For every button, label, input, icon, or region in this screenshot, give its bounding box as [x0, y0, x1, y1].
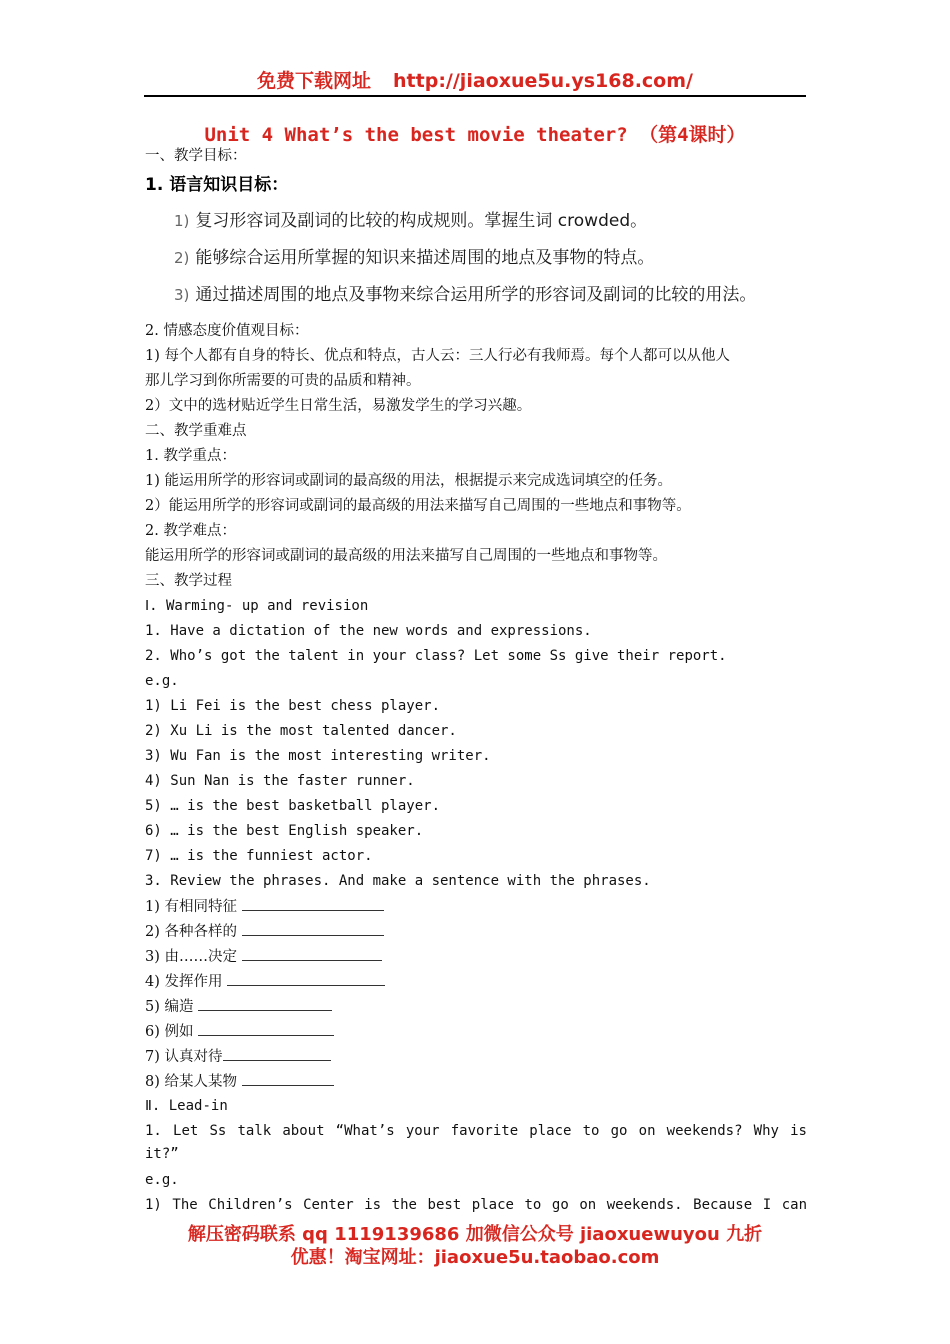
subheading: 2. 教学难点：	[145, 523, 236, 539]
section-heading: 三、教学过程	[145, 573, 232, 589]
answer-blank[interactable]	[242, 921, 384, 936]
answer-blank[interactable]	[242, 946, 382, 961]
page-title: Unit 4 What’s the best movie theater? （第4课时）	[204, 124, 746, 146]
paragraph: 2）文中的选材贴近学生日常生活，易激发学生的学习兴趣。	[145, 398, 532, 414]
phrase-item: 6) 例如	[145, 1021, 334, 1042]
footer-contact: 解压密码联系 qq 1119139686 加微信公众号 jiaoxuewuyou 九折	[187, 1224, 763, 1245]
paragraph: 2）能运用所学的形容词或副词的最高级的用法来描写自己周围的一些地点和事物等。	[145, 498, 691, 514]
emotion-heading: 2. 情感态度价值观目标：	[145, 323, 309, 339]
answer-blank[interactable]	[242, 896, 384, 911]
answer-blank[interactable]	[227, 971, 385, 986]
header-label: 免费下载网址	[257, 70, 372, 92]
paragraph: 2. Who’s got the talent in your class? Let some Ss give their report.	[145, 648, 727, 664]
example-line: 5) … is the best basketball player.	[145, 798, 441, 814]
example-line: 3) Wu Fan is the most interesting writer.	[145, 748, 491, 764]
section-heading: 二、教学重难点	[145, 423, 247, 439]
phrase-item: 1) 有相同特征	[145, 896, 384, 917]
part-heading: Ⅰ. Warming- up and revision	[145, 598, 369, 614]
paragraph: 1) 每个人都有自身的特长、优点和特点，古人云：三人行必有我师焉。每个人都可以从他人	[145, 348, 730, 364]
lang-goal-item: 2) 能够综合运用所掌握的知识来描述周围的地点及事物的特点。	[174, 248, 655, 268]
answer-blank[interactable]	[223, 1046, 331, 1061]
subheading: 1. 教学重点：	[145, 448, 236, 464]
paragraph: 能运用所学的形容词或副词的最高级的用法来描写自己周围的一些地点和事物等。	[145, 548, 667, 564]
answer-blank[interactable]	[242, 1071, 334, 1086]
lang-goal-heading: 1. 语言知识目标：	[145, 175, 289, 195]
phrase-item: 4) 发挥作用	[145, 971, 385, 992]
example-line: 7) … is the funniest actor.	[145, 848, 373, 864]
paragraph: 1) 能运用所学的形容词或副词的最高级的用法，根据提示来完成选词填空的任务。	[145, 473, 672, 489]
paragraph: 1. Let Ss talk about “What’s your favorite place to go on weekends? Why is	[145, 1123, 807, 1139]
example-line: 6) … is the best English speaker.	[145, 823, 424, 839]
footer-shop[interactable]: 优惠！淘宝网址：jiaoxue5u.taobao.com	[290, 1247, 660, 1268]
phrase-item: 7) 认真对待	[145, 1046, 331, 1067]
eg-label: e.g.	[145, 673, 179, 689]
phrase-item: 8) 给某人某物	[145, 1071, 334, 1092]
example-line: 1) Li Fei is the best chess player.	[145, 698, 441, 714]
lang-goal-item: 3) 通过描述周围的地点及事物来综合运用所学的形容词及副词的比较的用法。	[174, 285, 757, 305]
paragraph: 3. Review the phrases. And make a sentence with the phrases.	[145, 873, 651, 889]
eg-label: e.g.	[145, 1172, 179, 1188]
part-heading: Ⅱ. Lead-in	[145, 1098, 228, 1114]
lang-goal-item: 1) 复习形容词及副词的比较的构成规则。掌握生词 crowded。	[174, 211, 648, 231]
download-header	[0, 66, 950, 93]
paragraph: 1) The Children’s Center is the best place to go on weekends. Because I can	[145, 1197, 807, 1213]
example-line: 4) Sun Nan is the faster runner.	[145, 773, 415, 789]
paragraph: 那儿学习到你所需要的可贵的品质和精神。	[145, 373, 421, 389]
section-heading: 一、教学目标：	[145, 148, 247, 164]
answer-blank[interactable]	[198, 996, 332, 1011]
answer-blank[interactable]	[198, 1021, 334, 1036]
paragraph: it?”	[145, 1146, 179, 1162]
paragraph: 1. Have a dictation of the new words and expressions.	[145, 623, 592, 639]
phrase-item: 2) 各种各样的	[145, 921, 384, 942]
header-url[interactable]: http://jiaoxue5u.ys168.com/	[393, 70, 693, 92]
header-divider	[144, 95, 806, 97]
example-line: 2) Xu Li is the most talented dancer.	[145, 723, 457, 739]
phrase-item: 5) 编造	[145, 996, 332, 1017]
phrase-item: 3) 由……决定	[145, 946, 382, 967]
